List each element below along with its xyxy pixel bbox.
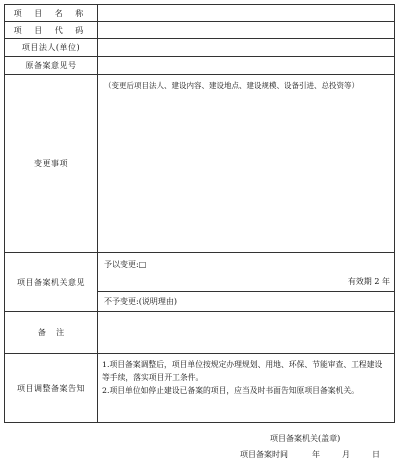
- filing-authority-seal-label: 项目备案机关(盖章): [270, 434, 341, 443]
- opinion-divider: [98, 291, 394, 292]
- project-name-label: 项 目 名 称: [5, 5, 98, 22]
- change-items-field[interactable]: [98, 75, 395, 253]
- adjustment-notice-label: 项目调整备案告知: [5, 354, 98, 423]
- legal-person-label: 项目法人(单位): [5, 39, 98, 57]
- remarks-field[interactable]: [98, 312, 395, 354]
- filing-date-line: [240, 449, 380, 460]
- day-label: 日: [372, 450, 380, 459]
- change-items-label: 变更事项: [5, 75, 98, 253]
- project-code-field[interactable]: [98, 22, 395, 39]
- remarks-label: 备 注: [5, 312, 98, 354]
- adjustment-notice-text: [102, 358, 390, 397]
- project-name-field[interactable]: [98, 5, 395, 22]
- notice-item-1: 1.项目备案调整后，项目单位按规定办理规划、用地、环保、节能审查、工程建设等手续，落实项目开工条件。: [102, 360, 383, 382]
- change-filing-form: [4, 4, 395, 423]
- original-opinion-label: 原备案意见号: [5, 57, 98, 75]
- validity-period-text: 有效期 2 年: [347, 277, 390, 286]
- original-opinion-field[interactable]: [98, 57, 395, 75]
- adjustment-notice-cell: [98, 354, 395, 423]
- approve-change-option[interactable]: 予以变更:□: [104, 260, 147, 269]
- authority-opinion-label: 项目备案机关意见: [5, 253, 98, 312]
- year-label: 年: [312, 450, 320, 459]
- month-label: 月: [342, 450, 350, 459]
- authority-opinion-cell: [98, 253, 395, 312]
- notice-item-2: 2.项目单位如停止建设已备案的项目，应当及时书面告知原项目备案机关。: [102, 386, 359, 395]
- change-items-hint: （变更后项目法人、建设内容、建设地点、建设规模、设备引进、总投资等）: [104, 81, 359, 90]
- filing-time-label: 项目备案时间: [240, 450, 288, 459]
- legal-person-field[interactable]: [98, 39, 395, 57]
- project-code-label: 项 目 代 码: [5, 22, 98, 39]
- reject-change-option[interactable]: 不予变更:(说明理由): [104, 297, 177, 306]
